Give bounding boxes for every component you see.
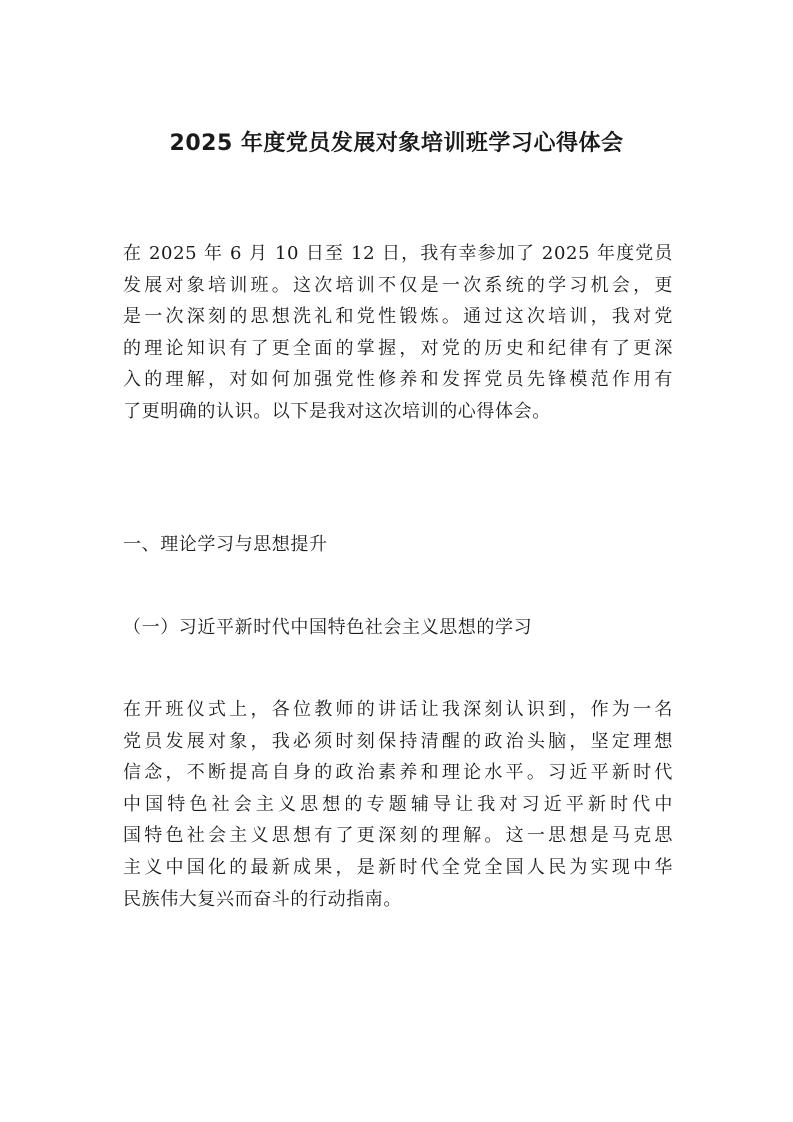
intro-line: 了更明确的认识。以下是我对这次培训的心得体会。	[123, 400, 551, 422]
intro-line: 的理论知识有了更全面的掌握，对党的历史和纪律有了更深	[123, 337, 673, 359]
body-paragraph	[123, 694, 673, 915]
body-line: 民族伟大复兴而奋斗的行动指南。	[123, 888, 402, 910]
intro-line: 发展对象培训班。这次培训不仅是一次系统的学习机会，更	[123, 274, 673, 296]
document-title: 2025 年度党员发展对象培训班学习心得体会	[169, 131, 624, 156]
subsection-heading: （一）习近平新时代中国特色社会主义思想的学习	[123, 617, 533, 638]
intro-line: 是一次深刻的思想洗礼和党性锻炼。通过这次培训，我对党	[123, 306, 673, 328]
body-line: 信念，不断提高自身的政治素养和理论水平。习近平新时代	[123, 762, 673, 784]
body-line: 党员发展对象，我必须时刻保持清醒的政治头脑，坚定理想	[123, 730, 673, 752]
intro-line: 在 2025 年 6 月 10 日至 12 日，我有幸参加了 2025 年度党员	[123, 243, 673, 264]
intro-line: 入的理解，对如何加强党性修养和发挥党员先锋模范作用有	[123, 369, 673, 391]
section-heading: 一、理论学习与思想提升	[123, 534, 328, 555]
body-line: 国特色社会主义思想有了更深刻的理解。这一思想是马克思	[123, 825, 673, 847]
intro-paragraph	[123, 238, 673, 428]
body-line: 中国特色社会主义思想的专题辅导让我对习近平新时代中	[123, 793, 673, 815]
body-line: 主义中国化的最新成果，是新时代全党全国人民为实现中华	[123, 856, 673, 878]
body-line: 在开班仪式上，各位教师的讲话让我深刻认识到，作为一名	[123, 699, 673, 720]
